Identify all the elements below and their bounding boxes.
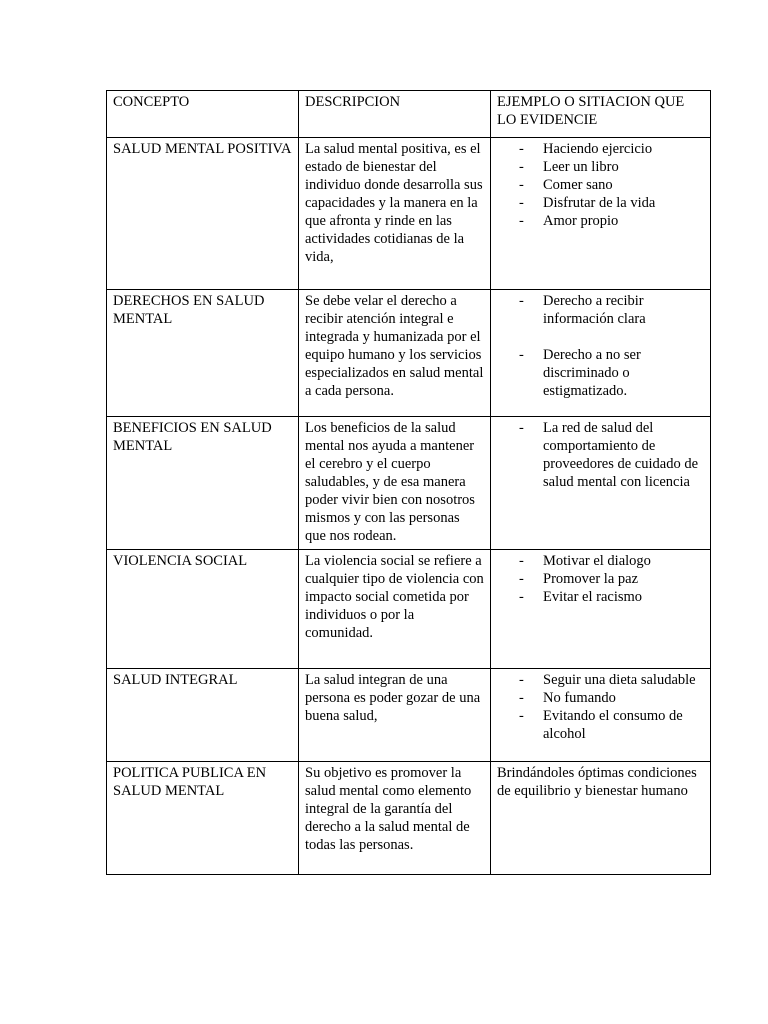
list-item xyxy=(497,671,704,689)
example-text: Promover la paz xyxy=(543,571,639,587)
list-item xyxy=(497,194,704,212)
list-item xyxy=(497,176,704,194)
list-item xyxy=(497,346,704,400)
dash-bullet: - xyxy=(519,293,524,309)
example-text: Haciendo ejercicio xyxy=(543,141,653,157)
example-text: Seguir una dieta saludable xyxy=(543,672,696,688)
table-row xyxy=(107,417,711,550)
ejemplo-cell xyxy=(491,669,711,762)
dash-bullet: - xyxy=(519,195,524,211)
example-text: Comer sano xyxy=(543,177,613,193)
ejemplo-cell xyxy=(491,417,711,550)
descripcion-cell: Se debe velar el derecho a recibir atención integral e integrada y humanizada por el equipo humano y los servicios especializados en salud mental a cada persona. xyxy=(299,290,491,417)
list-item xyxy=(497,419,704,491)
example-list xyxy=(497,292,704,400)
table-row xyxy=(107,138,711,290)
table-row xyxy=(107,669,711,762)
descripcion-cell: La salud mental positiva, es el estado de bienestar del individuo donde desarrolla sus capacidades y la manera en la que afronta y rinde en las actividades cotidianas de la vida, xyxy=(299,138,491,290)
list-item xyxy=(497,689,704,707)
example-text: Derecho a recibir información clara xyxy=(543,293,646,327)
concepto-cell: SALUD MENTAL POSITIVA xyxy=(107,138,299,290)
header-ejemplo: EJEMPLO O SITIACION QUE LO EVIDENCIE xyxy=(491,91,711,138)
dash-bullet: - xyxy=(519,589,524,605)
header-descripcion: DESCRIPCION xyxy=(299,91,491,138)
ejemplo-cell: Brindándoles óptimas condiciones de equilibrio y bienestar humano xyxy=(491,762,711,875)
ejemplo-cell xyxy=(491,550,711,669)
example-text: Disfrutar de la vida xyxy=(543,195,656,211)
descripcion-cell: La violencia social se refiere a cualquier tipo de violencia con impacto social cometida por individuos o por la comunidad. xyxy=(299,550,491,669)
dash-bullet: - xyxy=(519,708,524,724)
example-list xyxy=(497,671,704,743)
example-text: Amor propio xyxy=(543,213,619,229)
list-item xyxy=(497,292,704,328)
dash-bullet: - xyxy=(519,177,524,193)
table-header-row xyxy=(107,91,711,138)
list-item xyxy=(497,158,704,176)
dash-bullet: - xyxy=(519,690,524,706)
table-row xyxy=(107,762,711,875)
list-item xyxy=(497,140,704,158)
ejemplo-cell xyxy=(491,138,711,290)
table-row xyxy=(107,550,711,669)
dash-bullet: - xyxy=(519,672,524,688)
descripcion-cell: Los beneficios de la salud mental nos ayuda a mantener el cerebro y el cuerpo saludables, y de esa manera poder vivir bien con nosotros mismos y con las personas que nos rodean. xyxy=(299,417,491,550)
table-row xyxy=(107,290,711,417)
example-text: No fumando xyxy=(543,690,616,706)
dash-bullet: - xyxy=(519,213,524,229)
concepto-cell: BENEFICIOS EN SALUD MENTAL xyxy=(107,417,299,550)
example-list xyxy=(497,552,704,606)
dash-bullet: - xyxy=(519,347,524,363)
ejemplo-cell xyxy=(491,290,711,417)
dash-bullet: - xyxy=(519,420,524,436)
example-text: La red de salud del comportamiento de proveedores de cuidado de salud mental con licencia xyxy=(543,420,699,490)
concepto-cell: SALUD INTEGRAL xyxy=(107,669,299,762)
concepto-cell: DERECHOS EN SALUD MENTAL xyxy=(107,290,299,417)
list-item xyxy=(497,588,704,606)
example-list xyxy=(497,419,704,491)
example-text: Leer un libro xyxy=(543,159,619,175)
header-concepto: CONCEPTO xyxy=(107,91,299,138)
list-item xyxy=(497,552,704,570)
example-text: Evitar el racismo xyxy=(543,589,643,605)
concepto-cell: POLITICA PUBLICA EN SALUD MENTAL xyxy=(107,762,299,875)
example-text: Derecho a no ser discriminado o estigmatizado. xyxy=(543,347,641,399)
dash-bullet: - xyxy=(519,571,524,587)
descripcion-cell: Su objetivo es promover la salud mental como elemento integral de la garantía del derecho a la salud mental de todas las personas. xyxy=(299,762,491,875)
example-list xyxy=(497,140,704,230)
dash-bullet: - xyxy=(519,141,524,157)
dash-bullet: - xyxy=(519,159,524,175)
list-item xyxy=(497,570,704,588)
list-item xyxy=(497,212,704,230)
example-text: Motivar el dialogo xyxy=(543,553,651,569)
concept-table xyxy=(106,90,711,875)
concepto-cell: VIOLENCIA SOCIAL xyxy=(107,550,299,669)
example-text: Evitando el consumo de alcohol xyxy=(543,708,683,742)
dash-bullet: - xyxy=(519,553,524,569)
list-item xyxy=(497,707,704,743)
descripcion-cell: La salud integran de una persona es poder gozar de una buena salud, xyxy=(299,669,491,762)
